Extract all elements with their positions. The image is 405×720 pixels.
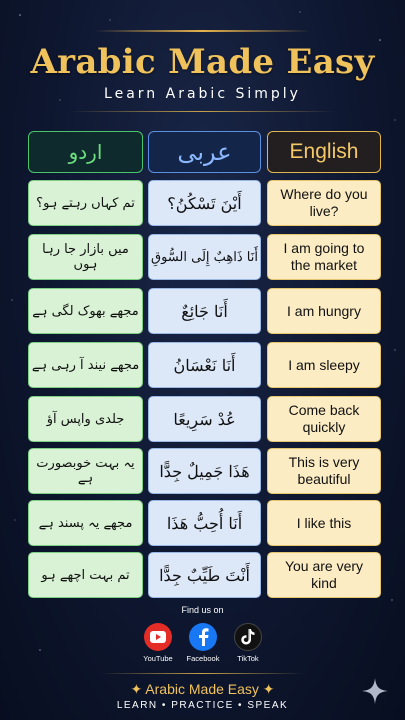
english-cell: I like this [267,500,381,546]
urdu-cell: جلدی واپس آؤ [28,396,143,442]
facebook-label: Facebook [186,654,220,663]
table-row [0,448,405,494]
youtube-label: YouTube [143,654,173,663]
urdu-cell: مجھے بھوک لگی ہے [28,288,143,334]
arabic-cell: أَنَا أُحِبُّ هَذَا [148,500,261,546]
table-row [0,180,405,226]
youtube-icon[interactable] [144,623,172,651]
table-row [0,288,405,334]
english-cell: I am sleepy [267,342,381,388]
english-cell: Come back quickly [267,396,381,442]
column-header-english: English [267,131,381,173]
english-cell: Where do you live? [267,180,381,226]
facebook-icon[interactable] [189,623,217,651]
arabic-cell: أَنَا جَائِعٌ [148,288,261,334]
arabic-cell: أَنَا نَعْسَانُ [148,342,261,388]
footer-divider [100,673,305,674]
english-cell: You are very kind [267,552,381,598]
urdu-cell: میں بازار جا رہا ہوں [28,234,143,280]
arabic-cell: عُدْ سَرِيعًا [148,396,261,442]
urdu-cell: مجھے نیند آ رہی ہے [28,342,143,388]
arabic-cell: أَنَا ذَاهِبٌ إِلَى السُّوقِ [148,234,261,280]
tiktok-link[interactable] [228,623,268,663]
facebook-link[interactable] [183,623,223,663]
column-header-urdu: اردو [28,131,143,173]
table-row [0,342,405,388]
arabic-cell: هَذَا جَمِيلٌ جِدًّا [148,448,261,494]
header-divider-bottom [70,111,335,112]
english-cell: I am hungry [267,288,381,334]
column-headers [0,131,405,173]
table-row [0,234,405,280]
youtube-link[interactable] [138,623,178,663]
table-row [0,552,405,598]
table-row [0,500,405,546]
footer-tagline: LEARN • PRACTICE • SPEAK [116,700,289,711]
urdu-cell: یہ بہت خوبصورت ہے [28,448,143,494]
sparkle-icon [362,678,388,704]
tiktok-label: TikTok [237,654,259,663]
urdu-cell: تم بہت اچھے ہو [28,552,143,598]
footer-brand: ✦ Arabic Made Easy ✦ [130,681,275,697]
arabic-cell: أَنْتَ طَيِّبٌ جِدًّا [148,552,261,598]
arabic-cell: أَيْنَ تَسْكُنُ؟ [148,180,261,226]
table-row [0,396,405,442]
page-subtitle: Learn Arabic Simply [104,86,301,102]
english-cell: I am going to the market [267,234,381,280]
header [0,0,405,125]
header-divider-top [95,30,310,32]
tiktok-icon[interactable] [234,623,262,651]
urdu-cell: تم کہاں رہتے ہو؟ [28,180,143,226]
urdu-cell: مجھے یہ پسند ہے [28,500,143,546]
page-title: Arabic Made Easy [30,42,375,82]
column-header-arabic: عربی [148,131,261,173]
english-cell: This is very beautiful [267,448,381,494]
find-us-label: Find us on [181,605,224,615]
